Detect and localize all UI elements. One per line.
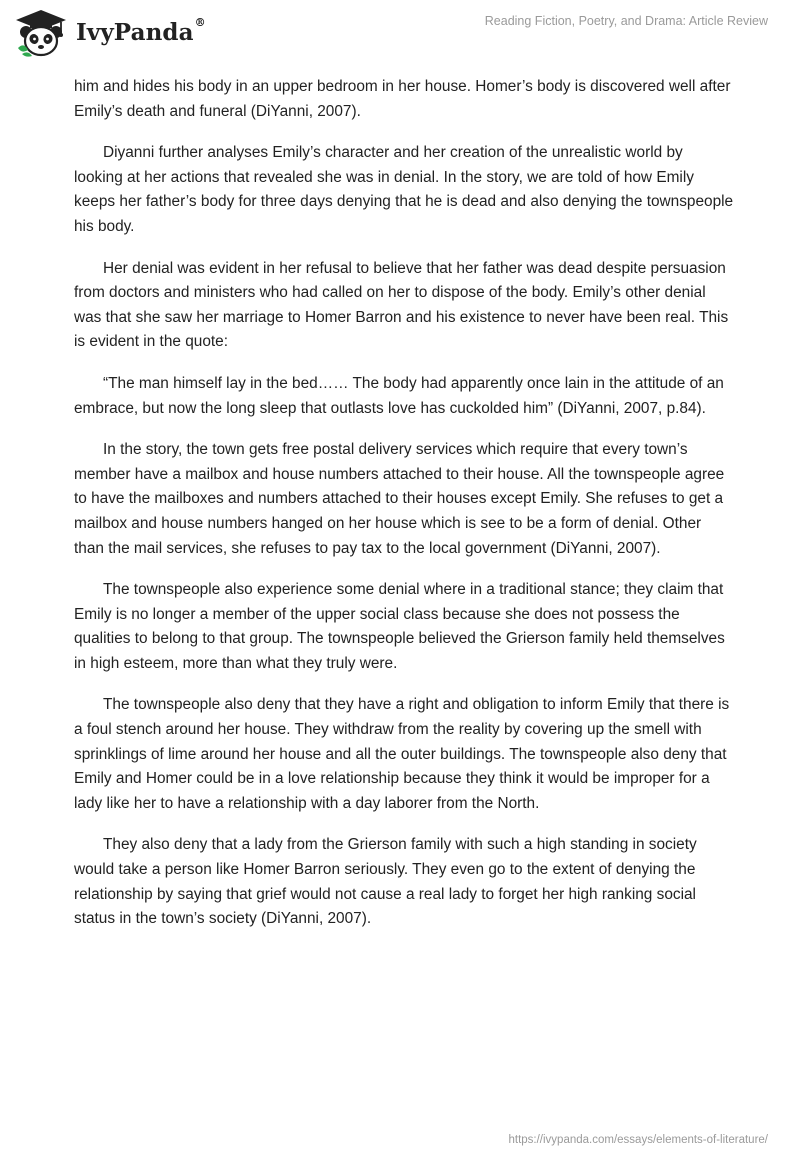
article-body [74,75,734,949]
paragraph: Diyanni further analyses Emily’s character and her creation of the unrealistic world by looking at her actions that revealed she was in denial. In the story, we are told of how Emily keeps her father’s body for three days denying that he is dead and also denying the townspeople his body. [74,144,734,235]
quote-paragraph: “The man himself lay in the bed…… The body had apparently once lain in the attitude of an embrace, but now the long sleep that outlasts love has cuckolded him” (DiYanni, 2007, p.84). [74,374,724,417]
page-header [0,0,800,70]
paragraph: The townspeople also deny that they have a right and obligation to inform Emily that there is a foul stench around her house. They withdraw from the reality by covering up the smell with sprinklings of lime around her house and all the outer buildings. The townspeople also deny that Emily and Homer could be in a love relationship because they think it would be improper for a lady like her to have a relationship with a day laborer from the North. [74,696,730,812]
paragraph: Her denial was evident in her refusal to believe that her father was dead despite persuasion from doctors and ministers who had called on her to dispose of the body. Emily’s other denial was that she saw her marriage to Homer Barron and his existence to never have been real. This is evident in the quote: [74,259,729,351]
registered-mark: ® [194,16,206,29]
document-title: Reading Fiction, Poetry, and Drama: Article Review [484,14,768,28]
paragraph: They also deny that a lady from the Grierson family with such a high standing in society would take a person like Homer Barron seriously. They even go to the extent of denying the relationship by saying that grief would not cause a real lady to forget her high ranking social status in the town’s society (DiYanni, 2007). [74,836,697,928]
paragraph: The townspeople also experience some denial where in a traditional stance; they claim that Emily is no longer a member of the upper social class because she does not possess the qualities to belong to that group. The townspeople believed the Grierson family held themselves in high esteem, more than what they truly were. [74,581,725,672]
paragraph: him and hides his body in an upper bedroom in her house. Homer’s body is discovered well after Emily’s death and funeral (DiYanni, 2007). [74,78,731,120]
source-url[interactable]: https://ivypanda.com/essays/elements-of-literature/ [508,1134,768,1146]
brand-text: IvyPanda [76,19,194,46]
paragraph: In the story, the town gets free postal delivery services which require that every town’s member have a mailbox and house numbers attached to their house. All the townspeople agree to have the mailboxes and numbers attached to their houses except Emily. She refuses to get a mailbox and house numbers hanged on her house which is see to be a form of denial. Other than the mail services, she refuses to pay tax to the local government (DiYanni, 2007). [74,441,725,557]
ivypanda-logo-icon[interactable] [14,8,68,58]
brand-name[interactable] [76,16,206,46]
panda-graduate-logo-icon [14,8,68,58]
